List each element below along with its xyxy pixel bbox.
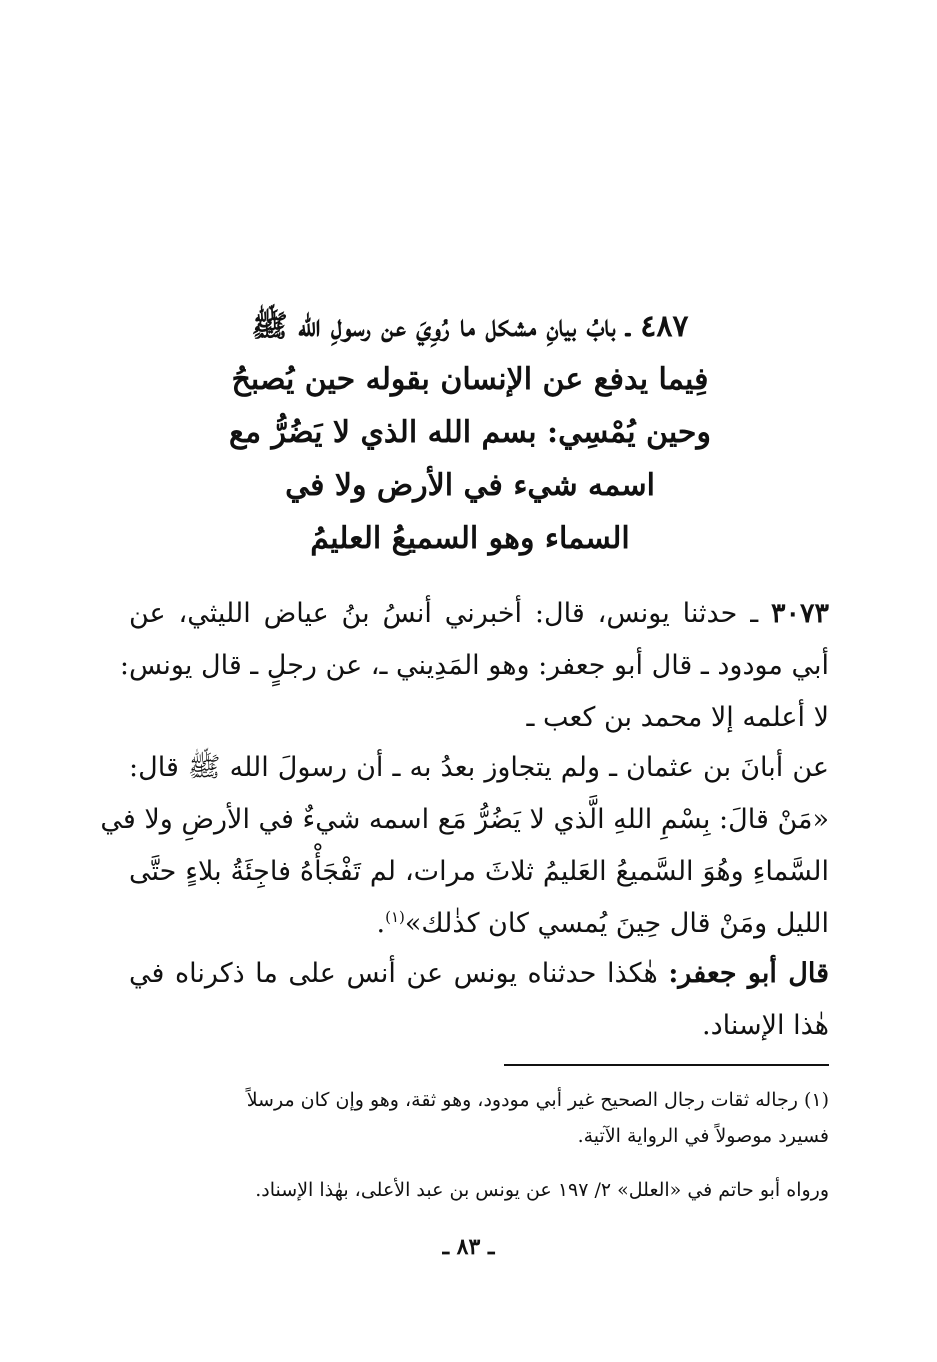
- hadith-matn-line-4: [129, 898, 829, 950]
- footnote-1-line-2: فسيرد موصولاً في الرواية الآتية.: [577, 1125, 829, 1147]
- footnote-2-line-1: ورواه أبو حاتم في «العلل» ٢/ ١٩٧ عن يونس بن عبد الأعلى، بهٰذا الإسناد.: [255, 1179, 829, 1201]
- footnote-reference[interactable]: (١): [385, 908, 405, 926]
- footnote-1: [129, 1082, 829, 1154]
- footnote-2: [129, 1172, 829, 1208]
- hadith-matn-paragraph: [100, 742, 829, 950]
- chapter-heading-line-2: فِيما يدفع عن الإنسان بقوله حين يُصبحُ: [231, 362, 709, 397]
- hadith-isnad-line-3: لا أعلمه إلا محمد بن كعب ـ: [526, 702, 829, 733]
- chapter-heading-line-3: وحين يُمْسِي: بسم الله الذي لا يَضُرُّ مع: [229, 415, 711, 450]
- hadith-isnad-line-1: [129, 588, 829, 640]
- chapter-heading-line-1: ٤٨٧ ـ بابُ بيانِ مشكل ما رُوِيَ عن رسولِ الله ﷺ: [251, 309, 689, 344]
- chapter-heading-line-5: السماء وهو السميعُ العليمُ: [310, 521, 630, 556]
- hadith-isnad-paragraph: [119, 588, 829, 744]
- chapter-heading-line-4: اسمه شيء في الأرض ولا في: [285, 468, 655, 503]
- hadith-matn-line-4-text: الليل ومَنْ قال حِينَ يُمسي كان كذٰلك»: [404, 908, 829, 939]
- hadith-matn-line-2: «مَنْ قالَ: بِسْمِ اللهِ الَّذي لا يَضُرُّ مَع اسمه شيءٌ في الأرضِ ولا في: [100, 804, 829, 835]
- hadith-number: ٣٠٧٣: [770, 598, 829, 629]
- author-comment-speaker: قال أبو جعفر:: [668, 958, 829, 989]
- page-number: ـ ٨٣ ـ: [442, 1234, 495, 1260]
- author-comment-line-2: هٰذا الإسناد.: [702, 1010, 829, 1041]
- footnote-divider: [504, 1064, 829, 1066]
- hadith-matn-line-4-end: .: [376, 908, 386, 939]
- hadith-isnad-line-2: أبي مودود ـ قال أبو جعفر: وهو المَدِيني ـ، عن رجلٍ ـ قال يونس:: [119, 650, 829, 681]
- author-comment-line-1-text: هٰكذا حدثناه يونس عن أنس على ما ذكرناه في: [129, 958, 669, 989]
- hadith-matn-line-1: عن أبانَ بن عثمان ـ ولم يتجاوز بعدُ به ـ أن رسولَ الله ﷺ قال:: [129, 752, 829, 783]
- footnote-1-line-1: (١) رجاله ثقات رجال الصحيح غير أبي مودود، وهو ثقة، وهو وإن كان مرسلاً: [246, 1089, 829, 1111]
- author-comment-line-1: [129, 948, 829, 1000]
- hadith-isnad-line-1-text: ـ حدثنا يونس، قال: أخبرني أنسُ بنُ عياض الليثي، عن: [129, 598, 771, 629]
- chapter-heading: [120, 300, 820, 565]
- author-comment-paragraph: [129, 948, 829, 1052]
- hadith-matn-line-3: السَّماءِ وهُوَ السَّميعُ العَليمُ ثلاثَ مرات، لم تَفْجَأْهُ فاجِئَةُ بلاءٍ حتَّى: [129, 856, 829, 887]
